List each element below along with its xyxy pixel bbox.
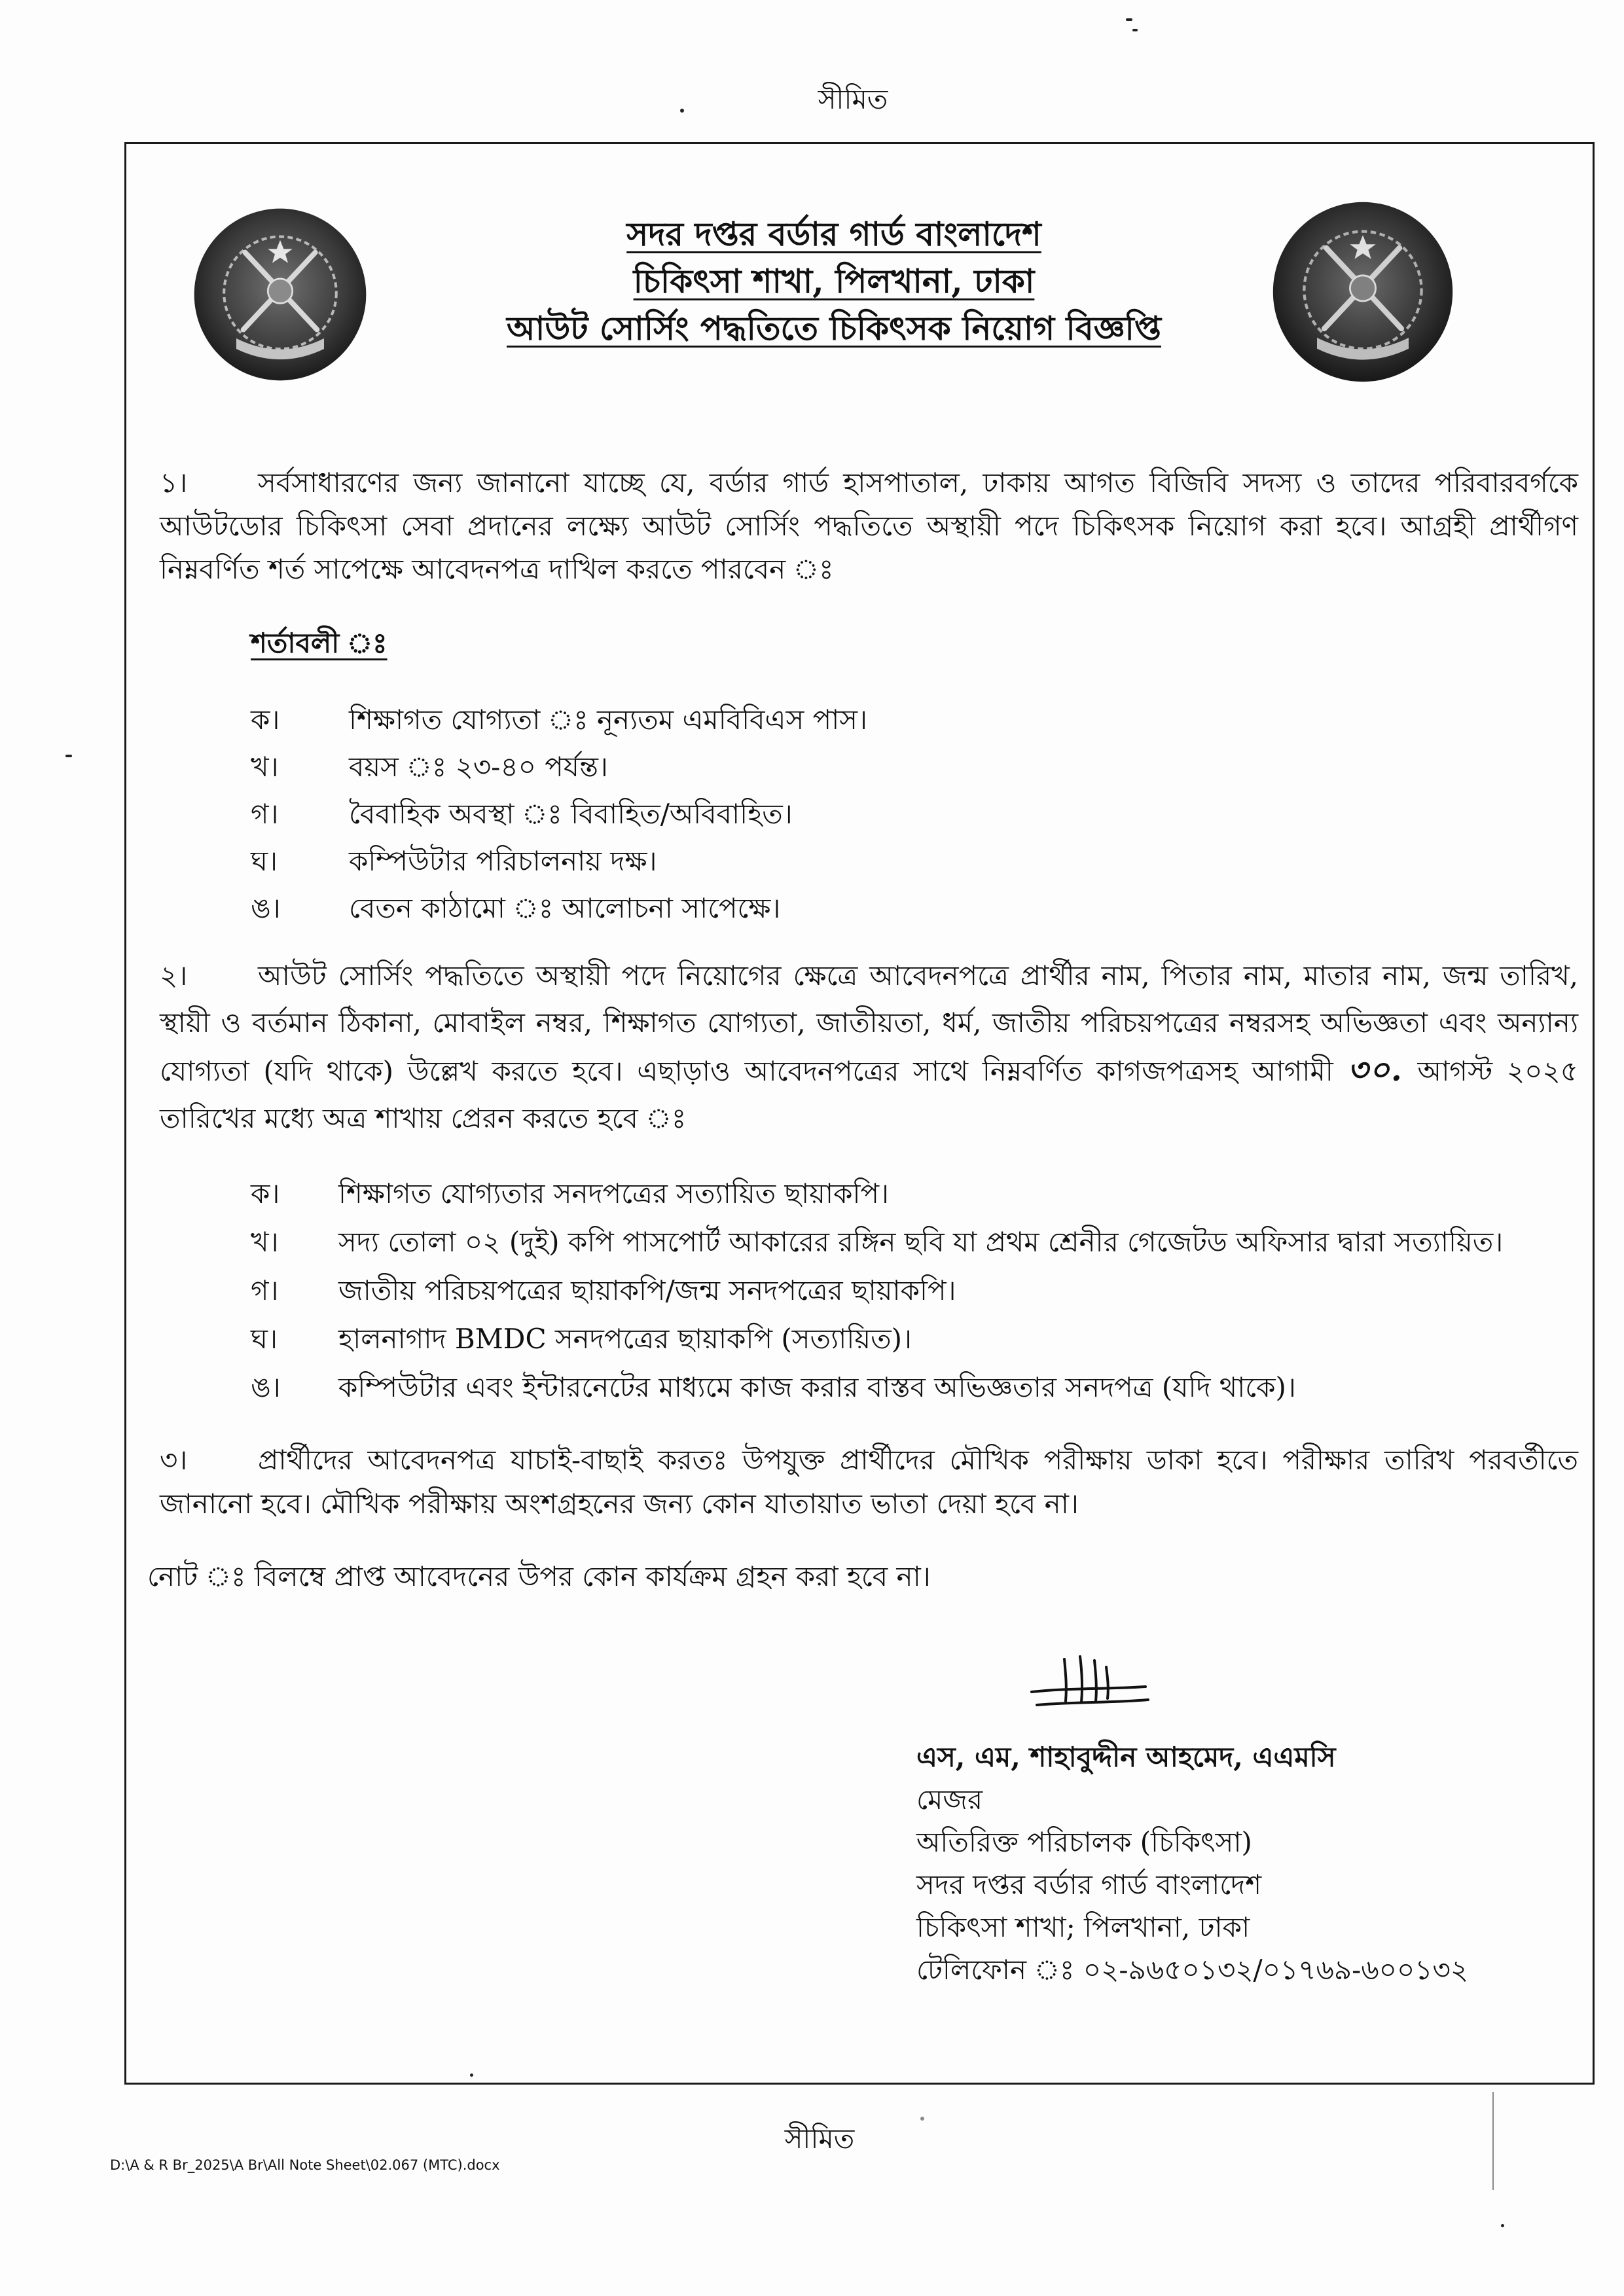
item-text: বয়স ঃ ২৩-৪০ পর্যন্ত। xyxy=(349,751,608,783)
signatory-rank: মেজর xyxy=(916,1784,983,1816)
signature-area xyxy=(126,1654,1593,1991)
list-item xyxy=(251,696,1578,744)
item-text: শিক্ষাগত যোগ্যতার সনদপত্রের সত্যায়িত ছায়াকপি। xyxy=(338,1177,890,1210)
item-label: ক। xyxy=(251,1177,280,1210)
scan-speck xyxy=(1126,18,1132,21)
scan-speck xyxy=(920,2117,924,2121)
classification-top: সীমিত xyxy=(818,83,888,115)
paragraph-number: ৩। xyxy=(160,1444,188,1476)
scan-artifact-line xyxy=(1492,2092,1494,2190)
paragraph-text-continued: আগস্ট ২০২৫ তারিখের মধ্যে অত্র শাখায় প্রেরন করতে হবে ঃ xyxy=(160,1055,1578,1134)
list-item xyxy=(251,838,1578,885)
signatory-office: চিকিৎসা শাখা; পিলখানা, ঢাকা xyxy=(916,1911,1250,1943)
item-text: সদ্য তোলা ০২ (দুই) কপি পাসপোর্ট আকারের রঙ্গিন ছবি যা প্রথম শ্রেনীর গেজেটড অফিসার দ্বারা সত্যায়িত। xyxy=(338,1226,1504,1258)
list-item xyxy=(251,1363,1578,1412)
item-text: কম্পিউটার পরিচালনায় দক্ষ। xyxy=(349,845,657,877)
conditions-list xyxy=(251,696,1578,932)
item-text: শিক্ষাগত যোগ্যতা ঃ নূন্যতম এমবিবিএস পাস। xyxy=(349,704,868,736)
paragraph-number: ১। xyxy=(160,467,188,499)
item-text: কম্পিউটার এবং ইন্টারনেটের মাধ্যমে কাজ করার বাস্তব অভিজ্ঞতার সনদপত্র (যদি থাকে)। xyxy=(338,1371,1296,1403)
list-item xyxy=(251,1218,1578,1266)
list-item xyxy=(251,744,1578,791)
item-label: খ। xyxy=(251,751,279,783)
paragraph-3 xyxy=(160,1438,1578,1526)
item-text: হালনাগাদ BMDC সনদপত্রের ছায়াকপি (সত্যায়িত)। xyxy=(338,1323,912,1355)
item-text: বৈবাহিক অবস্থা ঃ বিবাহিত/অবিবাহিত। xyxy=(349,798,793,830)
notice-frame xyxy=(124,142,1595,2085)
header-organization: সদর দপ্তর বর্ডার গার্ড বাংলাদেশ xyxy=(626,215,1041,253)
signatory-organization: সদর দপ্তর বর্ডার গার্ড বাংলাদেশ xyxy=(916,1869,1262,1901)
item-label: ঙ। xyxy=(251,1371,281,1403)
list-item xyxy=(251,1266,1578,1315)
item-label: ঙ। xyxy=(251,892,281,924)
notice-header xyxy=(126,211,1593,352)
item-label: গ। xyxy=(251,798,279,830)
paragraph-number: ২। xyxy=(160,960,188,992)
scan-speck xyxy=(1501,2224,1504,2227)
note: নোট ঃ বিলম্বে প্রাপ্ত আবেদনের উপর কোন কার্যক্রম গ্রহন করা হবে না। xyxy=(147,1560,931,1592)
signatory-block xyxy=(916,1736,1593,1991)
conditions-title: শর্তাবলী ঃ xyxy=(251,627,388,659)
signatory-telephone: টেলিফোন ঃ ০২-৯৬৫০১৩২/০১৭৬৯-৬০০১৩২ xyxy=(916,1954,1469,1986)
handwritten-date: ৩০. xyxy=(1347,1052,1403,1088)
item-label: ঘ। xyxy=(251,845,278,877)
list-item xyxy=(251,1170,1578,1218)
list-item xyxy=(251,791,1578,838)
item-label: গ। xyxy=(251,1274,279,1306)
scan-speck xyxy=(65,755,72,757)
scan-speck xyxy=(1132,29,1138,31)
paragraph-text: আউট সোর্সিং পদ্ধতিতে অস্থায়ী পদে নিয়োগের ক্ষেত্রে আবেদনপত্রে প্রার্থীর নাম, পিতার নাম, মাতার নাম, জন্ম তারিখ, স্থায়ী ও বর্তমান ঠিকানা, মোবাইল নম্বর, শিক্ষাগত যোগ্যতা, জাতীয়তা, ধর্ম, জাতীয় পরিচয়পত্রের নম্বরসহ অভিজ্ঞতা এবং অন্যান্য যোগ্যতা (যদি থাকে) উল্লেখ করতে হবে। এছাড়াও আবেদনপত্রের সাথে নিম্নবর্ণিত কাগজপত্রসহ আগামী xyxy=(160,960,1578,1087)
signatory-designation: অতিরিক্ত পরিচালক (চিকিৎসা) xyxy=(916,1826,1252,1858)
list-item xyxy=(251,885,1578,932)
scan-speck xyxy=(470,2073,473,2077)
item-label: ঘ। xyxy=(251,1323,278,1355)
paragraph-text: প্রার্থীদের আবেদনপত্র যাচাই-বাছাই করতঃ উপযুক্ত প্রার্থীদের মৌখিক পরীক্ষায় ডাকা হবে। পরীক্ষার তারিখ পরবর্তীতে জানানো হবে। মৌখিক পরীক্ষায় অংশগ্রহনের জন্য কোন যাতায়াত ভাতা দেয়া হবে না। xyxy=(160,1444,1578,1520)
paragraph-text: সর্বসাধারণের জন্য জানানো যাচ্ছে যে, বর্ডার গার্ড হাসপাতাল, ঢাকায় আগত বিজিবি সদস্য ও তাদের পরিবারবর্গকে আউটডোর চিকিৎসা সেবা প্রদানের লক্ষ্যে আউট সোর্সিং পদ্ধতিতে অস্থায়ী পদে চিকিৎসক নিয়োগ করা হবে। আগ্রহী প্রার্থীগণ নিম্নবর্ণিত শর্ত সাপেক্ষে আবেদনপত্র দাখিল করতে পারবেন ঃ xyxy=(160,467,1578,585)
paragraph-1 xyxy=(160,461,1578,591)
paragraph-2 xyxy=(160,952,1578,1142)
notice-content xyxy=(126,144,1593,1991)
item-text: বেতন কাঠামো ঃ আলোচনা সাপেক্ষে। xyxy=(349,892,781,924)
item-label: খ। xyxy=(251,1226,279,1258)
file-path: D:\A & R Br_2025\A Br\All Note Sheet\02.067 (MTC).docx xyxy=(110,2157,500,2173)
documents-list xyxy=(251,1170,1578,1412)
signatory-name: এস, এম, শাহাবুদ্দীন আহমেদ, এএমসি xyxy=(916,1741,1336,1773)
handwritten-signature xyxy=(1026,1654,1151,1720)
header-branch: চিকিৎসা শাখা, পিলখানা, ঢাকা xyxy=(633,262,1035,300)
list-item xyxy=(251,1315,1578,1363)
classification-bottom: সীমিত xyxy=(784,2123,855,2155)
scan-speck xyxy=(680,109,684,113)
item-text: জাতীয় পরিচয়পত্রের ছায়াকপি/জন্ম সনদপত্রের ছায়াকপি। xyxy=(338,1274,956,1306)
item-label: ক। xyxy=(251,704,280,736)
header-title: আউট সোর্সিং পদ্ধতিতে চিকিৎসক নিয়োগ বিজ্ঞপ্তি xyxy=(507,309,1161,348)
